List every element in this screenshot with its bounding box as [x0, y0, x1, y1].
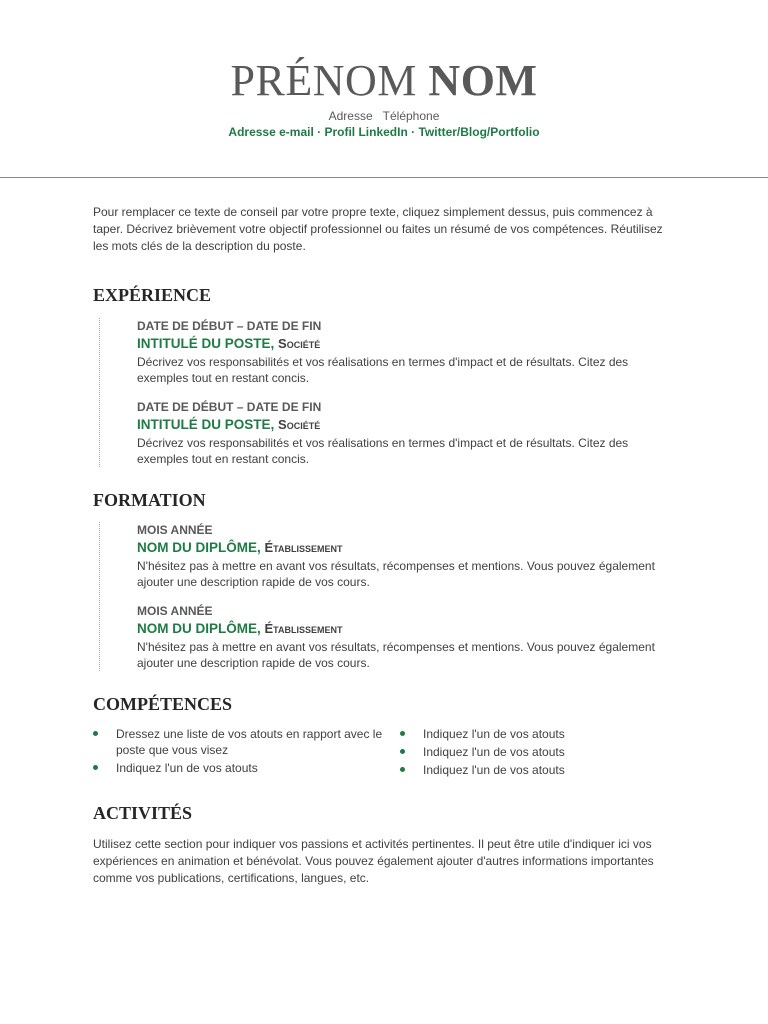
institution: Établissement [264, 540, 343, 555]
entry-description: N'hésitez pas à mettre en avant vos résultats, récompenses et mentions. Vous pouvez également ajouter une description rapide de vos cours. [137, 559, 655, 589]
skills-list [93, 726, 678, 780]
resume-header [0, 56, 768, 140]
header-divider [0, 177, 768, 178]
entry-heading [137, 415, 678, 435]
entry-description: N'hésitez pas à mettre en avant vos résultats, récompenses et mentions. Vous pouvez également ajouter une description rapide de vos cours. [137, 640, 655, 670]
job-title: INTITULÉ DU POSTE, [137, 336, 275, 351]
activities-text: Utilisez cette section pour indiquer vos passions et activités pertinentes. Il peut être utile d'indiquer ici vos expériences en animation et bénévolat. Vous pouvez également ajouter d'autres informations importantes comme vos publications, certifications, langues, etc. [93, 837, 654, 885]
education-list [99, 522, 678, 671]
skills-column [93, 726, 400, 780]
entry-date: DATE DE DÉBUT – DATE DE FIN [137, 400, 322, 414]
skill-text: Indiquez l'un de vos atouts [116, 761, 258, 775]
degree-name: NOM DU DIPLÔME, [137, 621, 261, 636]
experience-entry [137, 318, 678, 386]
list-item [400, 744, 670, 760]
bullet-icon [400, 731, 405, 736]
education-title: FORMATION [93, 490, 206, 510]
bullet-icon [93, 731, 98, 736]
bullet-icon [93, 765, 98, 770]
first-name: PRÉNOM [230, 56, 417, 105]
entry-heading [137, 538, 678, 558]
entry-description: Décrivez vos responsabilités et vos réalisations en termes d'impact et de résultats. Citez des exemples tout en restant concis. [137, 355, 629, 385]
bullet-icon [400, 749, 405, 754]
list-item [400, 762, 670, 778]
entry-date: MOIS ANNÉE [137, 604, 213, 618]
degree-name: NOM DU DIPLÔME, [137, 540, 261, 555]
contact-line-2: Adresse e-mail · Profil LinkedIn · Twitter/Blog/Portfolio [228, 125, 540, 139]
entry-heading [137, 334, 678, 354]
experience-entry [137, 399, 678, 467]
education-entry [137, 522, 678, 590]
skill-text: Indiquez l'un de vos atouts [423, 727, 565, 741]
entry-description: Décrivez vos responsabilités et vos réalisations en termes d'impact et de résultats. Citez des exemples tout en restant concis. [137, 436, 629, 466]
intro-text: Pour remplacer ce texte de conseil par votre propre texte, cliquez simplement dessus, puis commencez à taper. Décrivez brièvement votre objectif professionnel ou faites un résumé de vos compétences. Réutilisez les mots clés de la description du poste. [93, 205, 663, 253]
skill-text: Indiquez l'un de vos atouts [423, 763, 565, 777]
skills-column [400, 726, 670, 780]
experience-title: EXPÉRIENCE [93, 285, 212, 305]
contact-line-1 [0, 108, 768, 124]
bullet-icon [400, 767, 405, 772]
address: Adresse [328, 109, 373, 123]
resume-body [93, 204, 678, 887]
company: Société [278, 417, 321, 432]
entry-date: DATE DE DÉBUT – DATE DE FIN [137, 319, 322, 333]
experience-list [99, 318, 678, 467]
list-item [400, 726, 670, 742]
education-entry [137, 603, 678, 671]
skill-text: Indiquez l'un de vos atouts [423, 745, 565, 759]
list-item [93, 760, 400, 776]
job-title: INTITULÉ DU POSTE, [137, 417, 275, 432]
entry-date: MOIS ANNÉE [137, 523, 213, 537]
skill-text: Dressez une liste de vos atouts en rapport avec le poste que vous visez [116, 727, 383, 757]
list-item [93, 726, 400, 758]
institution: Établissement [264, 621, 343, 636]
company: Société [278, 336, 321, 351]
full-name [0, 56, 768, 106]
phone: Téléphone [382, 109, 440, 123]
activities-title: ACTIVITÉS [93, 803, 193, 823]
skills-title: COMPÉTENCES [93, 694, 233, 714]
entry-heading [137, 619, 678, 639]
last-name: NOM [428, 56, 538, 105]
